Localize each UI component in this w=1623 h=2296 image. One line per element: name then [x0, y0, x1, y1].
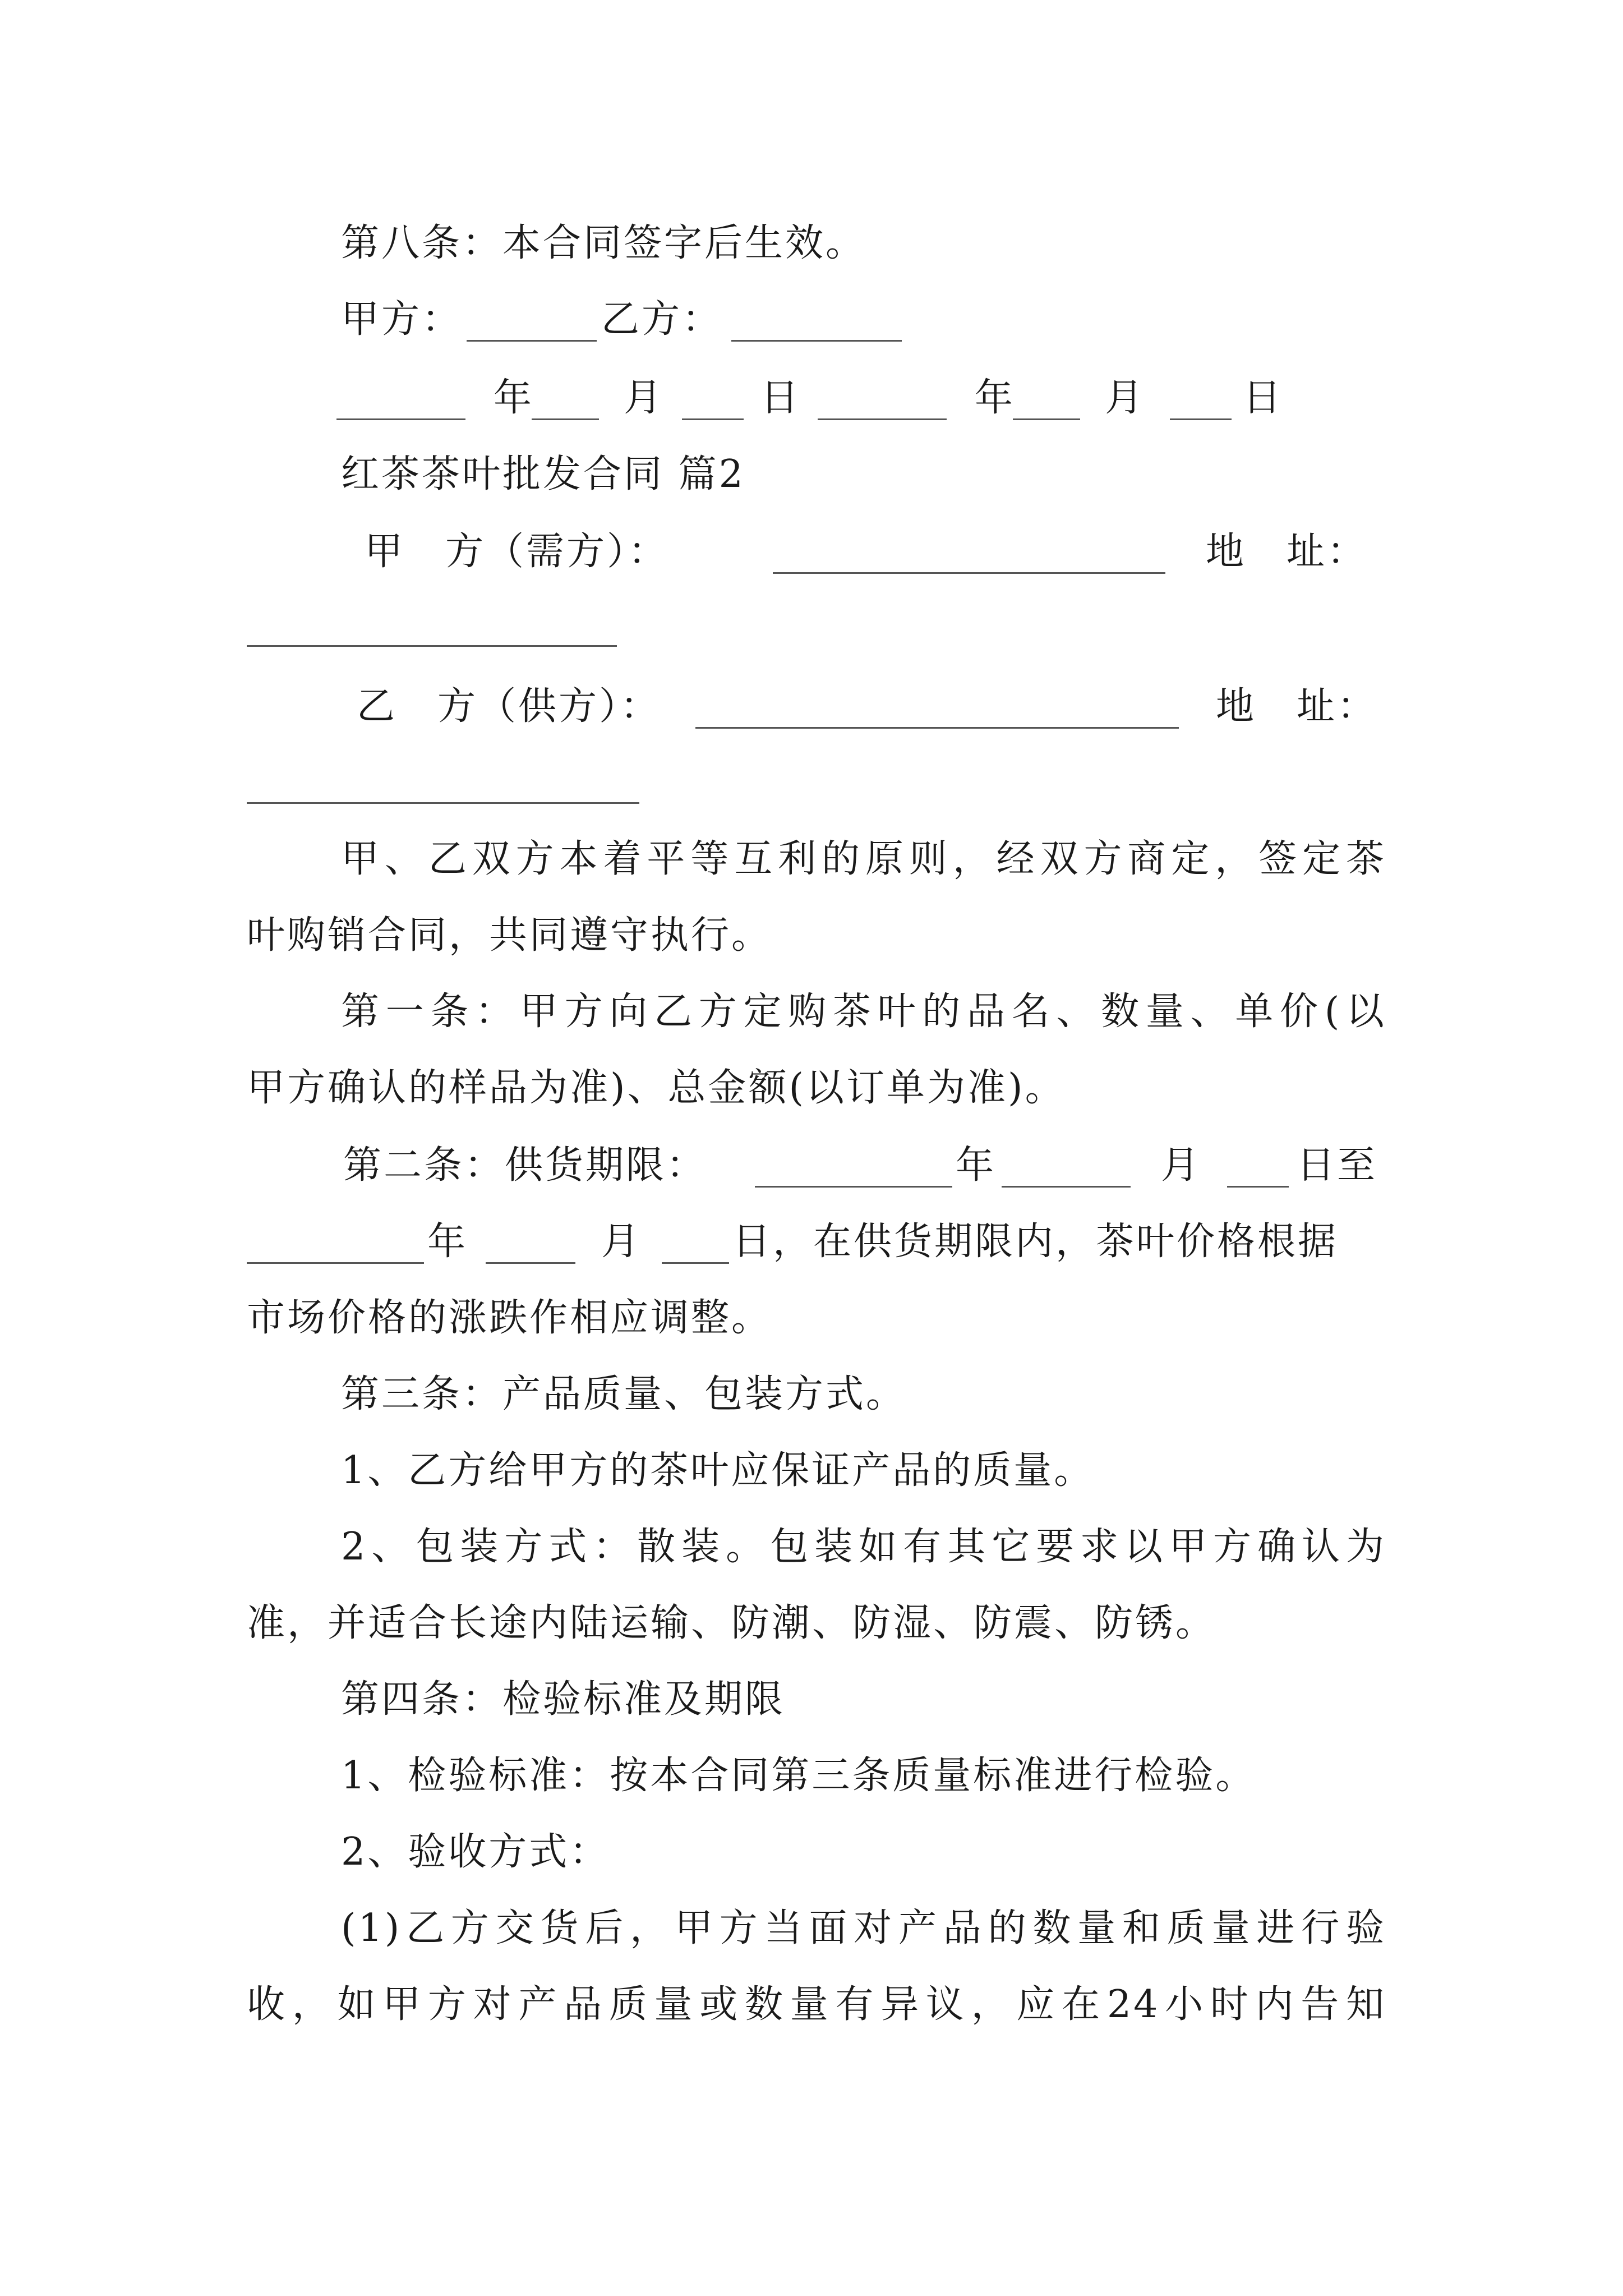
date-a-month-blank: [532, 418, 599, 420]
date-a-year-blank: [336, 418, 465, 420]
article-2-end-day-blank: [662, 1262, 729, 1264]
article-4-item-1-text: 1、检验标准：按本合同第三条质量标准进行检验。: [341, 1754, 1256, 1798]
party-b-signature-blank: [731, 340, 902, 342]
party-b-name-blank: [695, 727, 1179, 729]
article-2-text-3: 市场价格的涨跌作相应调整。: [247, 1296, 772, 1340]
article-8-text: 第八条：本合同签字后生效。: [341, 221, 866, 265]
article-2-day-to-label: 日至: [1297, 1143, 1378, 1188]
date-b-month-blank: [1013, 418, 1080, 420]
article-3-item-2-text-2: 准，并适合长途内陆运输、防潮、防湿、防震、防锈。: [247, 1601, 1216, 1645]
party-b-address-label: 地 址：: [1216, 684, 1378, 729]
party-a-address-label: 地 址：: [1206, 530, 1368, 574]
article-3-item-2-text-1: 2、包装方式：散装。包装如有其它要求以甲方确认为: [341, 1525, 1386, 1569]
article-2-end-month-label: 月: [601, 1220, 642, 1264]
article-2-end-year-blank: [247, 1262, 424, 1264]
date-a-year-label: 年: [494, 376, 534, 420]
article-3-item-1-text: 1、乙方给甲方的茶叶应保证产品的质量。: [341, 1448, 1095, 1493]
article-2-start-year-blank: [755, 1186, 952, 1188]
party-b-label: 乙 方（供方）：: [357, 684, 661, 729]
date-b-day-blank: [1170, 418, 1232, 420]
party-a-signature-blank: [467, 340, 597, 342]
party-a-label: 甲 方（需方）：: [365, 530, 669, 574]
article-4-text: 第四条：检验标准及期限: [341, 1677, 786, 1722]
article-2-text-2: 日，在供货期限内，茶叶价格根据: [732, 1220, 1339, 1264]
date-a-day-blank: [682, 418, 744, 420]
article-4-para-1-text-1: (1)乙方交货后，甲方当面对产品的数量和质量进行验: [341, 1906, 1386, 1950]
party-a-name-blank: [773, 572, 1165, 574]
party-a-address-blank: [247, 645, 617, 647]
article-3-text: 第三条：产品质量、包装方式。: [341, 1372, 907, 1416]
article-4-para-1-text-2: 收，如甲方对产品质量或数量有异议，应在24小时内告知: [247, 1982, 1386, 2027]
date-b-day-label: 日: [1243, 376, 1284, 420]
date-b-month-label: 月: [1105, 376, 1146, 420]
article-1-text-1: 第一条：甲方向乙方定购茶叶的品名、数量、单价(以: [341, 990, 1386, 1034]
party-a-signature-label: 甲方：: [341, 297, 463, 342]
article-2-end-year-label: 年: [427, 1220, 468, 1264]
article-2-start-year-label: 年: [956, 1143, 997, 1188]
party-b-signature-label: 乙方：: [601, 297, 723, 342]
article-2-end-month-blank: [486, 1262, 575, 1264]
date-a-day-label: 日: [760, 376, 801, 420]
article-2-label: 第二条：供货期限：: [343, 1143, 707, 1188]
date-b-year-blank: [818, 418, 947, 420]
section-heading: 红茶茶叶批发合同 篇2: [341, 452, 745, 496]
article-1-text-2: 甲方确认的样品为准)、总金额(以订单为准)。: [247, 1066, 1066, 1110]
article-2-start-month-label: 月: [1161, 1143, 1202, 1188]
intro-text-2: 叶购销合同，共同遵守执行。: [247, 913, 772, 958]
intro-text-1: 甲、乙双方本着平等互利的原则，经双方商定，签定茶: [341, 837, 1386, 881]
article-4-item-2-text: 2、验收方式：: [341, 1830, 610, 1874]
date-a-month-label: 月: [624, 376, 665, 420]
article-2-start-month-blank: [1002, 1186, 1131, 1188]
party-b-address-blank: [247, 802, 639, 804]
date-b-year-label: 年: [975, 376, 1016, 420]
article-2-start-day-blank: [1227, 1186, 1289, 1188]
